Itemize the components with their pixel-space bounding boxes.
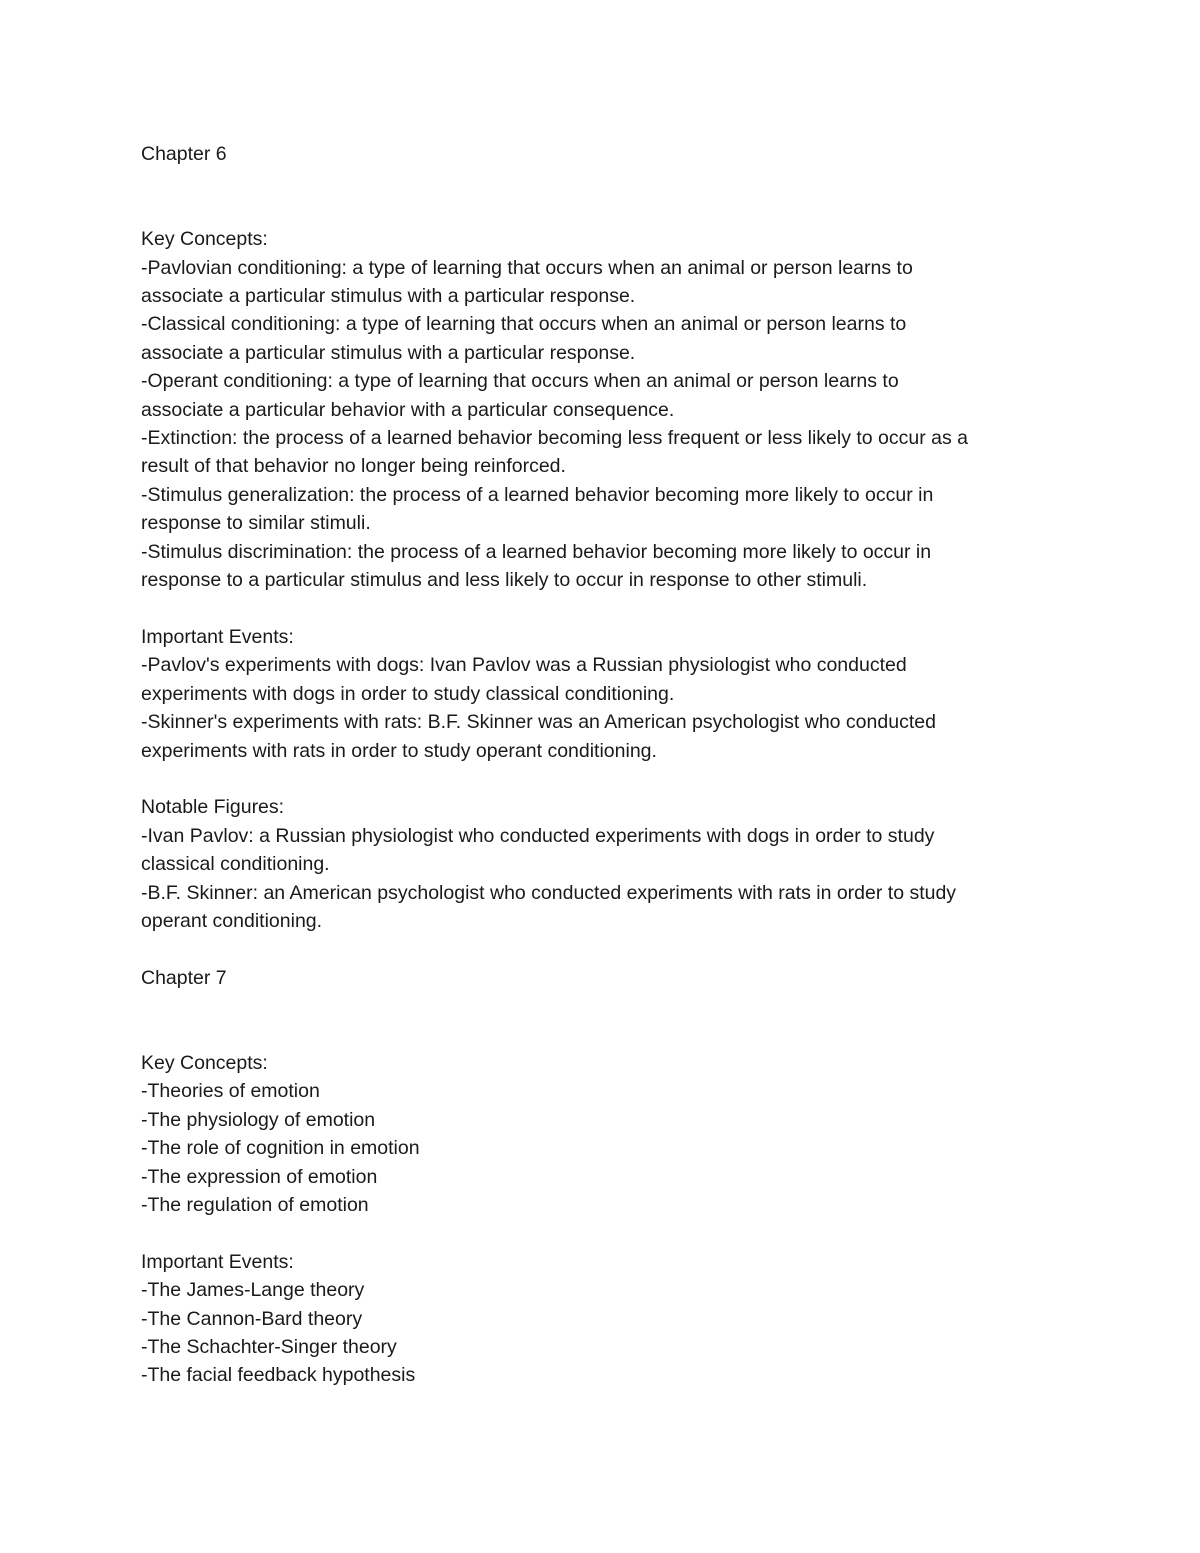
text-line: -Operant conditioning: a type of learning that occurs when an animal or person learns to xyxy=(141,370,899,393)
chapter-7-important-events xyxy=(141,1248,1071,1390)
text-line: -Stimulus generalization: the process of a learned behavior becoming more likely to occur in xyxy=(141,483,934,506)
text-line: -The James-Lange theory xyxy=(141,1279,365,1302)
text-line: -The role of cognition in emotion xyxy=(141,1137,420,1160)
section-heading: Key Concepts: xyxy=(141,1051,268,1074)
text-line: experiments with rats in order to study operant conditioning. xyxy=(141,739,657,762)
text-line: -The physiology of emotion xyxy=(141,1108,376,1131)
text-line: associate a particular stimulus with a particular response. xyxy=(141,285,636,308)
text-line: -Skinner's experiments with rats: B.F. Skinner was an American psychologist who conducted xyxy=(141,711,936,734)
text-line: -The expression of emotion xyxy=(141,1165,378,1188)
spacer xyxy=(141,168,1071,225)
spacer xyxy=(141,1219,1071,1247)
chapter-6-title: Chapter 6 xyxy=(141,143,227,165)
section-heading: Important Events: xyxy=(141,1250,294,1273)
text-line: response to a particular stimulus and less likely to occur in response to other stimuli. xyxy=(141,569,868,592)
text-line: experiments with dogs in order to study classical conditioning. xyxy=(141,682,675,705)
spacer xyxy=(141,765,1071,793)
spacer xyxy=(141,992,1071,1049)
section-heading: Key Concepts: xyxy=(141,228,268,251)
chapter-7-title: Chapter 7 xyxy=(141,966,227,989)
section-heading: Important Events: xyxy=(141,625,294,648)
text-line: -The regulation of emotion xyxy=(141,1193,369,1216)
section-heading: Notable Figures: xyxy=(141,796,285,819)
document-page xyxy=(141,140,1071,1390)
text-line: -Ivan Pavlov: a Russian physiologist who conducted experiments with dogs in order to study xyxy=(141,824,935,847)
chapter-6-notable-figures xyxy=(141,793,1071,935)
text-line: -The Cannon-Bard theory xyxy=(141,1307,363,1330)
text-line: -Stimulus discrimination: the process of a learned behavior becoming more likely to occur in xyxy=(141,540,932,563)
text-line: operant conditioning. xyxy=(141,909,323,932)
text-line: associate a particular stimulus with a particular response. xyxy=(141,341,636,364)
text-line: -Pavlov's experiments with dogs: Ivan Pavlov was a Russian physiologist who conducted xyxy=(141,654,907,677)
spacer xyxy=(141,594,1071,622)
text-line: response to similar stimuli. xyxy=(141,512,371,535)
chapter-7-key-concepts xyxy=(141,1049,1071,1219)
text-line: associate a particular behavior with a particular consequence. xyxy=(141,398,675,421)
chapter-6-important-events xyxy=(141,623,1071,765)
text-line: -The Schachter-Singer theory xyxy=(141,1335,397,1358)
text-line: classical conditioning. xyxy=(141,853,330,876)
text-line: -The facial feedback hypothesis xyxy=(141,1364,416,1387)
text-line: result of that behavior no longer being reinforced. xyxy=(141,455,566,478)
text-line: -Extinction: the process of a learned behavior becoming less frequent or less likely to occur as a xyxy=(141,427,969,450)
text-line: -Theories of emotion xyxy=(141,1080,320,1103)
text-line: -B.F. Skinner: an American psychologist who conducted experiments with rats in order to study xyxy=(141,881,957,904)
chapter-6-key-concepts xyxy=(141,225,1071,594)
text-line: -Classical conditioning: a type of learning that occurs when an animal or person learns to xyxy=(141,313,907,336)
spacer xyxy=(141,935,1071,963)
text-line: -Pavlovian conditioning: a type of learning that occurs when an animal or person learns to xyxy=(141,256,913,279)
